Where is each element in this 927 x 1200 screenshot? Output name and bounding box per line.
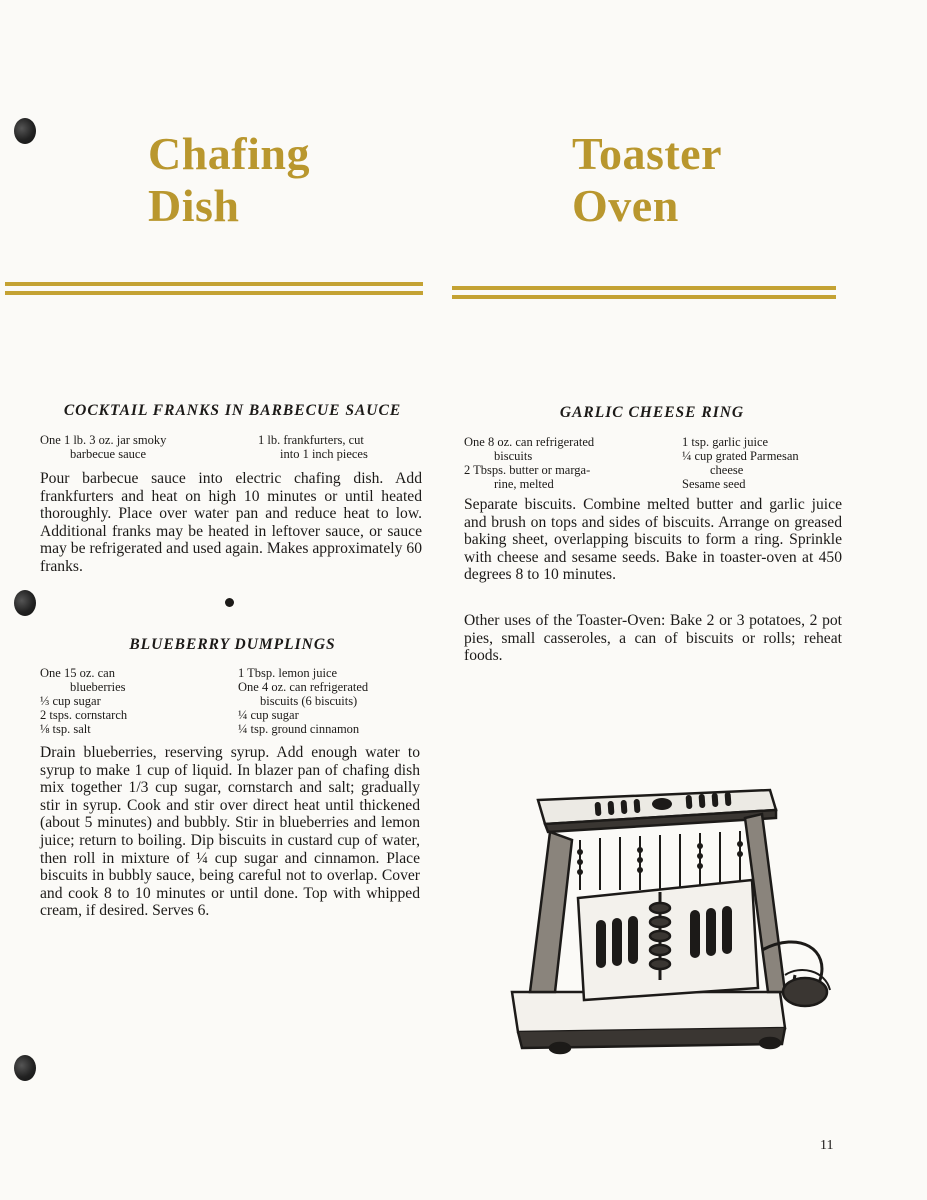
ingredient: rine, melted	[494, 477, 554, 491]
ingredient: barbecue sauce	[70, 447, 146, 461]
ingredient-list	[258, 433, 368, 461]
gold-rule	[452, 295, 836, 299]
binder-hole-bottom	[14, 1055, 36, 1081]
ingredient-list	[40, 666, 127, 736]
ingredient-list	[682, 435, 799, 491]
toaster-oven-illustration	[500, 780, 850, 1060]
ingredient: ¼ tsp. ground cinnamon	[238, 722, 360, 736]
recipe-title: BLUEBERRY DUMPLINGS	[129, 636, 336, 653]
heading-line: Chafing	[148, 128, 310, 179]
binder-hole-top	[14, 118, 36, 144]
ingredient: ⅛ tsp. salt	[40, 722, 91, 736]
ingredient: One 15 oz. can	[40, 666, 115, 680]
gold-rule	[452, 286, 836, 290]
recipe-method: Separate biscuits. Combine melted butter and garlic juice and brush on tops and sides of biscuits. Arrange on greased baking sheet, overlapping biscuits to form a ring. Sprinkle with cheese and sesame seeds. Bake in toaster-oven at 450 degrees 8 to 10 minutes.	[464, 496, 842, 584]
chafing-dish-heading	[148, 128, 310, 232]
ingredient: biscuits (6 biscuits)	[260, 694, 358, 708]
gold-rule	[5, 291, 423, 295]
ingredient: 1 tsp. garlic juice	[682, 435, 769, 449]
ingredient: One 8 oz. can refrigerated	[464, 435, 595, 449]
ingredient: 2 Tbsps. butter or marga-	[464, 463, 591, 477]
heading-line: Oven	[572, 180, 679, 231]
ingredient: biscuits	[494, 449, 533, 463]
ingredient: ¼ cup sugar	[238, 708, 299, 722]
recipe-title: GARLIC CHEESE RING	[559, 404, 745, 421]
ingredient: cheese	[710, 463, 744, 477]
heading-line: Toaster	[572, 128, 723, 179]
ingredient-list	[40, 433, 166, 461]
ingredient: One 4 oz. can refrigerated	[238, 680, 369, 694]
ingredient: into 1 inch pieces	[280, 447, 368, 461]
gold-rule	[5, 282, 423, 286]
recipe-method: Pour barbecue sauce into electric chafing dish. Add frankfurters and heat on high 10 minutes or until heated thoroughly. Place over water pan and reduce heat to low. Additional franks may be heated in leftover sauce, or sauce may be refrigerated and used again. Makes approximately 60 franks.	[40, 470, 422, 575]
ingredient: ¼ cup grated Parmesan	[682, 449, 799, 463]
recipe-title: COCKTAIL FRANKS IN BARBECUE SAUCE	[63, 402, 402, 419]
ingredient-list	[238, 666, 368, 736]
ingredient: 1 lb. frankfurters, cut	[258, 433, 364, 447]
toaster-oven-heading	[572, 128, 722, 232]
ingredient: 2 tsps. cornstarch	[40, 708, 128, 722]
ingredient-list	[464, 435, 594, 491]
other-uses-text: Other uses of the Toaster-Oven: Bake 2 or 3 potatoes, 2 pot pies, small casseroles, a can of biscuits or rolls; reheat foods.	[464, 612, 842, 665]
recipe-method: Drain blueberries, reserving syrup. Add enough water to syrup to make 1 cup of liquid. In blazer pan of chafing dish mix together 1/3 cup sugar, cornstarch and salt; gradually stir in syrup. Cook and stir over direct heat until thickened (about 5 minutes) and bubbly. Stir in blueberries and lemon juice; return to boiling. Dip biscuits in custard cup of water, then roll in mixture of ¼ cup sugar and cinnamon. Place biscuits in bubbly sauce, being careful not to overlap. Cover and cook 8 to 10 minutes or until done. Top with whipped cream, if desired. Serves 6.	[40, 744, 420, 920]
heading-line: Dish	[148, 180, 240, 231]
ingredient: 1 Tbsp. lemon juice	[238, 666, 338, 680]
ingredient: blueberries	[70, 680, 126, 694]
ingredient: ⅓ cup sugar	[40, 694, 101, 708]
bullet-divider	[225, 598, 234, 607]
ingredient: Sesame seed	[682, 477, 746, 491]
page-number: 11	[820, 1138, 834, 1153]
binder-hole-middle	[14, 590, 36, 616]
ingredient: One 1 lb. 3 oz. jar smoky	[40, 433, 167, 447]
